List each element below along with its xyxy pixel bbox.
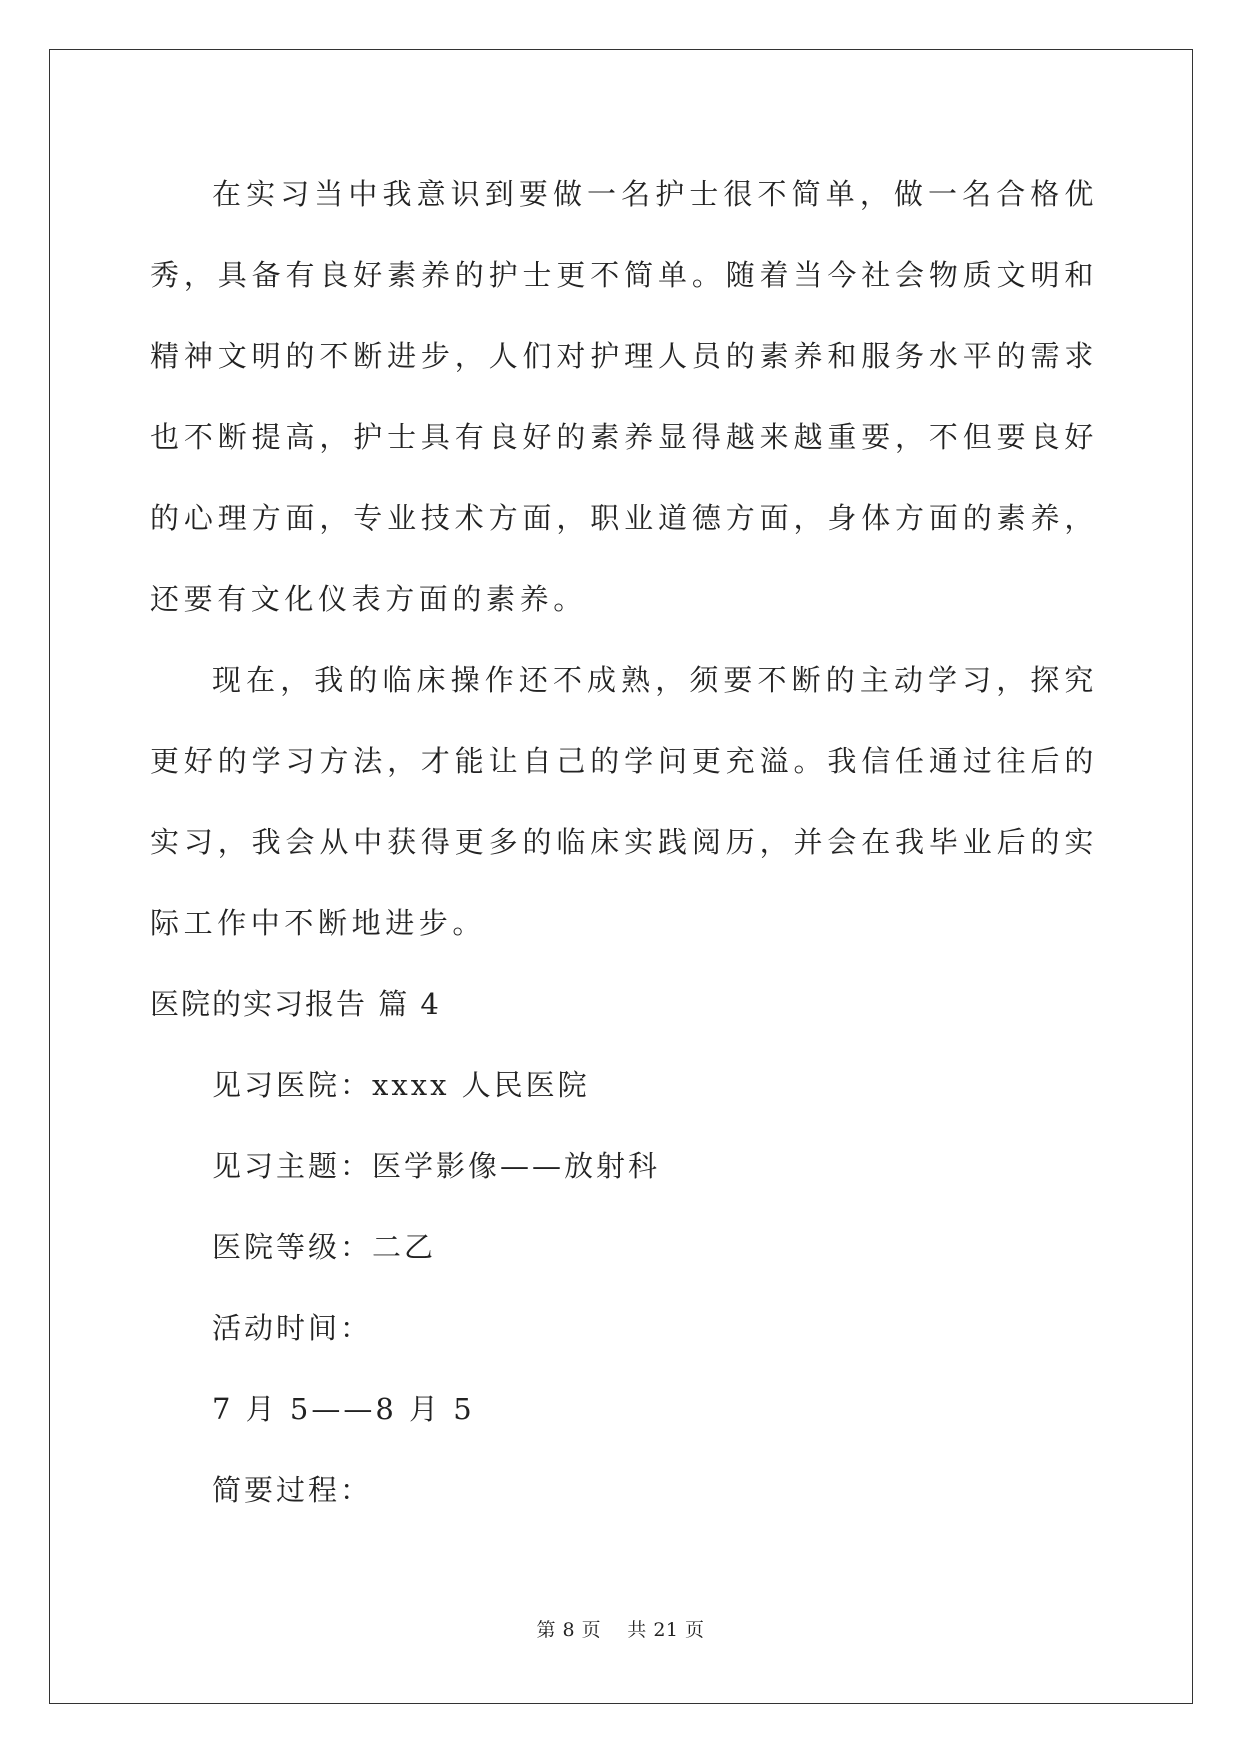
field-hospital: 见习医院：xxxx 人民医院 xyxy=(212,1068,590,1102)
field-brief-process: 简要过程： xyxy=(212,1473,373,1507)
page-number-footer: 第 8 页 共 21 页 xyxy=(536,1619,705,1641)
document-body xyxy=(150,154,1098,1531)
field-topic: 见习主题：医学影像——放射科 xyxy=(212,1149,661,1183)
paragraph-clinical-learning: 现在，我的临床操作还不成熟，须要不断的主动学习，探究更好的学习方法，才能让自己的学问更充溢。我信任通过往后的实习，我会从中获得更多的临床实践阅历，并会在我毕业后的实际工作中不断地进步。 xyxy=(150,663,1098,940)
field-activity-dates: 7 月 5——8 月 5 xyxy=(212,1392,475,1426)
field-hospital-grade: 医院等级：二乙 xyxy=(212,1230,437,1264)
section-heading: 医院的实习报告 篇 4 xyxy=(150,987,441,1021)
paragraph-nursing-quality: 在实习当中我意识到要做一名护士很不简单，做一名合格优秀，具备有良好素养的护士更不简单。随着当今社会物质文明和精神文明的不断进步，人们对护理人员的素养和服务水平的需求也不断提高，护士具有良好的素养显得越来越重要，不但要良好的心理方面，专业技术方面，职业道德方面，身体方面的素养，还要有文化仪表方面的素养。 xyxy=(150,177,1098,616)
field-activity-time-label: 活动时间： xyxy=(212,1311,373,1345)
